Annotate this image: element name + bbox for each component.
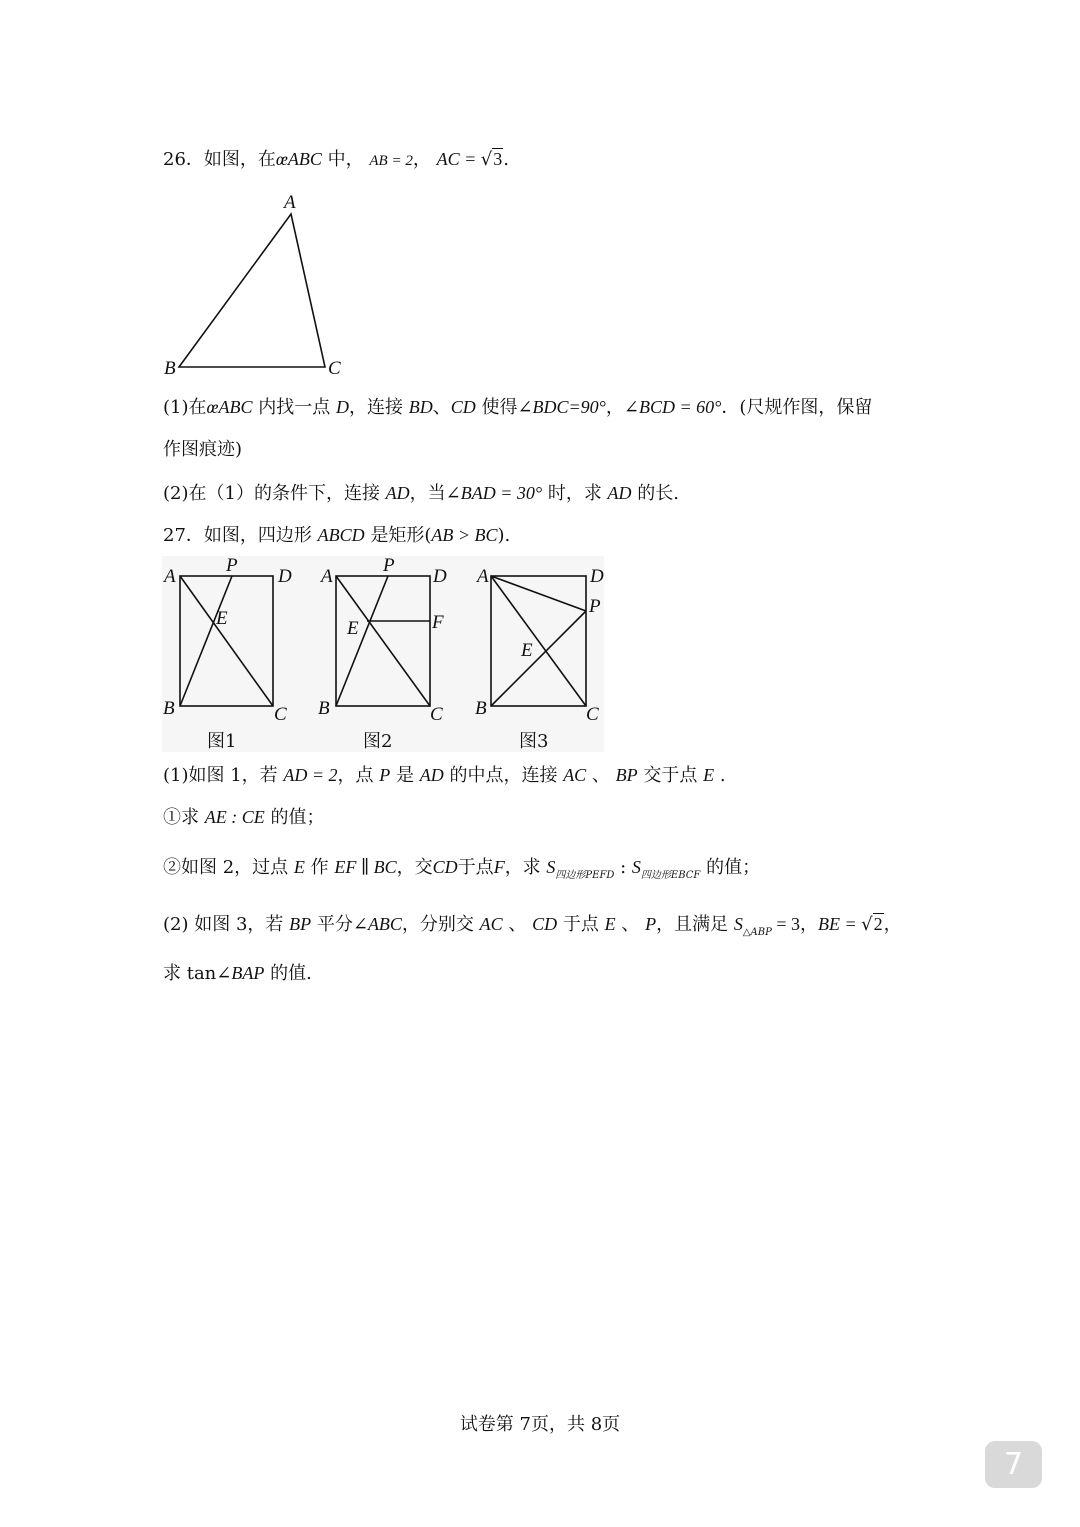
diag-ac-2	[336, 576, 430, 706]
fig2-caption: 图2	[363, 731, 393, 752]
fig3-label-a: A	[477, 566, 489, 587]
label-c: C	[328, 358, 341, 379]
q27-sub1: ①求 AE : CE 的值；	[163, 807, 325, 828]
triangle-abc-figure	[160, 190, 360, 385]
seg-bp-1	[180, 576, 232, 706]
fig3-label-d: D	[590, 566, 604, 587]
seg-bp-2	[336, 576, 388, 706]
q27-sub2: ②如图 2，过点 E 作 EF ∥ BC，交CD于点F，求 $S_{四边形PEFD}$ : $S_{四边形EBCF}$ 的值；	[163, 857, 761, 881]
fig2-label-c: C	[430, 704, 443, 725]
q26-part2: (2)在（1）的条件下，连接 AD，当∠BAD = 30° 时，求 AD 的长.	[163, 483, 679, 504]
fig1-label-b: B	[163, 698, 175, 719]
fig2-label-d: D	[433, 566, 447, 587]
q27-part2: (2) 如图 3，若 BP 平分∠ABC，分别交 AC 、 CD 于点 E 、 P，且满足 $S_{\triangle ABP} = 3$，BE = √2，	[163, 914, 902, 938]
fig3-label-p: P	[589, 596, 601, 617]
diag-ac-3	[491, 576, 586, 706]
q27-part1: (1)如图 1，若 AD = 2，点 P 是 AD 的中点，连接 AC 、 BP 交于点 E .	[163, 765, 726, 786]
fig2-label-p: P	[383, 555, 395, 576]
fig3-label-e: E	[521, 640, 533, 661]
fig3-caption: 图3	[519, 731, 549, 752]
fig2-label-a: A	[321, 566, 333, 587]
q27-part2-line2: 求 tan∠BAP 的值.	[163, 963, 312, 984]
fig3-label-b: B	[475, 698, 487, 719]
fig3-label-c: C	[586, 704, 599, 725]
fig2-label-f: F	[432, 612, 444, 633]
label-a: A	[284, 192, 296, 213]
figure-3	[472, 556, 612, 752]
q26-stem: 26．如图，在œABC 中， AB = 2， AC = √3.	[163, 149, 509, 170]
fig1-label-a: A	[164, 566, 176, 587]
fig2-label-e: E	[347, 618, 359, 639]
q27-stem: 27．如图，四边形 ABCD 是矩形(AB > BC).	[163, 525, 511, 546]
fig1-label-p: P	[226, 555, 238, 576]
fig1-caption: 图1	[207, 731, 237, 752]
seg-ap-3	[491, 576, 586, 611]
label-b: B	[164, 358, 176, 379]
triangle-abc	[179, 214, 325, 367]
q26-part1: (1)在œABC 内找一点 D，连接 BD、CD 使得∠BDC=90°，∠BCD = 60°．(尺规作图，保留	[163, 397, 873, 418]
fig1-label-d: D	[278, 566, 292, 587]
page-footer: 试卷第 7页，共 8页	[459, 1414, 621, 1435]
fig2-label-b: B	[318, 698, 330, 719]
diag-ac-1	[180, 576, 273, 706]
seg-bp-3	[491, 611, 586, 706]
fig1-label-c: C	[274, 704, 287, 725]
figure-1	[162, 556, 302, 752]
q26-part1-line2: 作图痕迹)	[163, 439, 243, 460]
fig1-label-e: E	[216, 608, 228, 629]
figure-2	[316, 556, 456, 752]
page-number-badge: 7	[985, 1441, 1042, 1488]
